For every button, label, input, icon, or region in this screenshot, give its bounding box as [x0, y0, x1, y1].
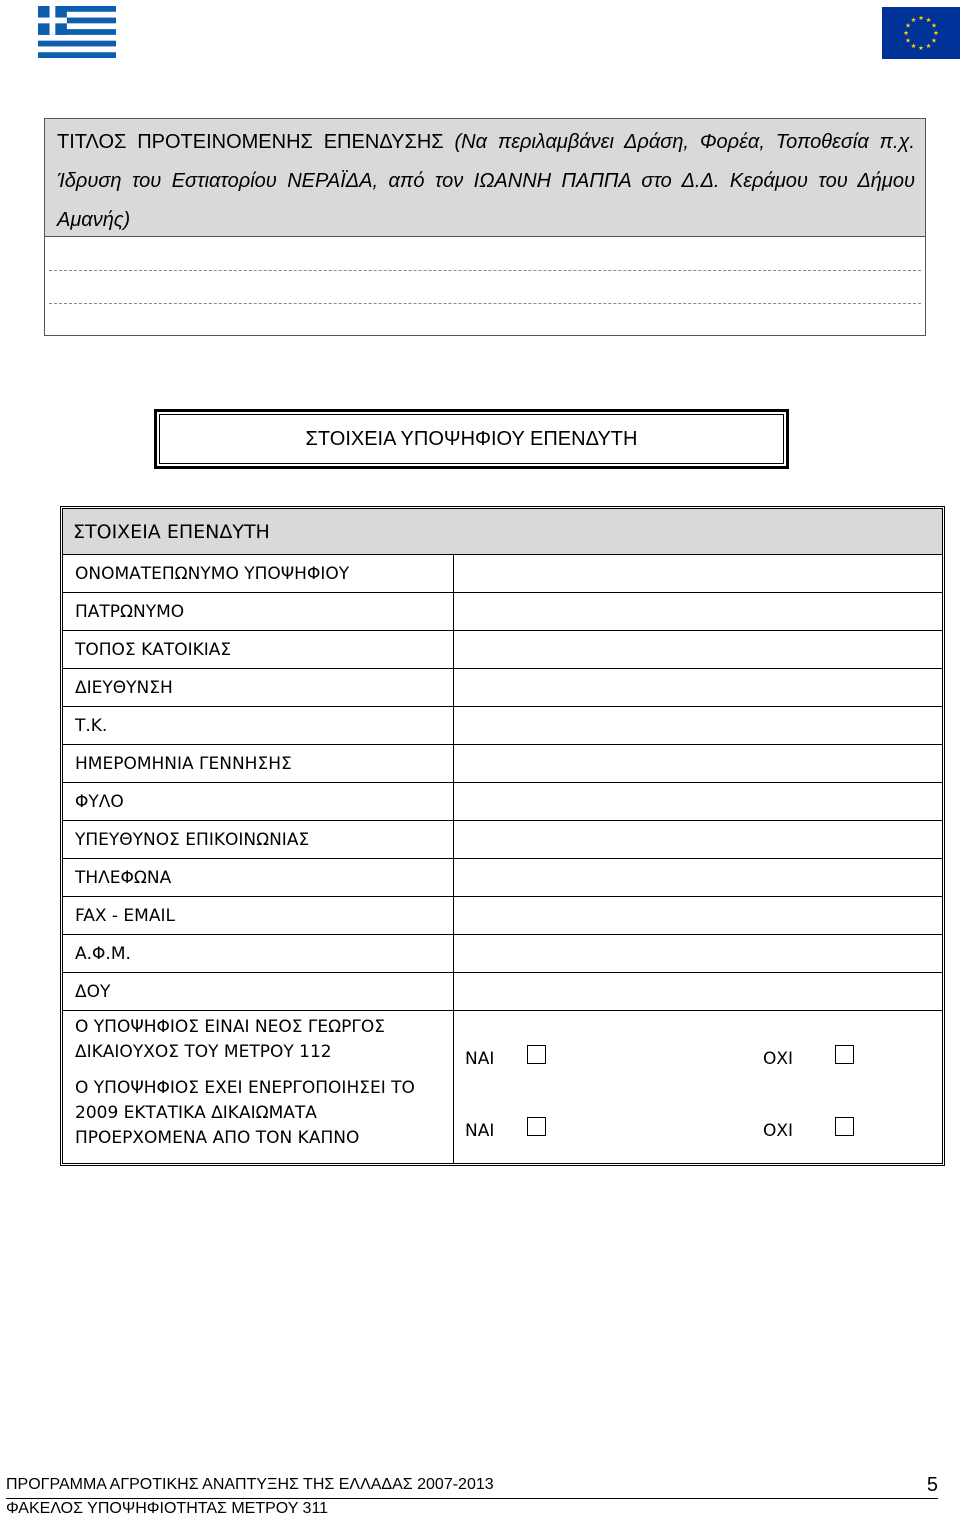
field-label: Τ.Κ.: [63, 707, 454, 744]
field-value[interactable]: [454, 935, 942, 972]
form-heading-text: ΣΤΟΙΧΕΙΑ ΕΠΕΝΔΥΤΗ: [73, 520, 270, 543]
field-label: ΗΜΕΡΟΜΗΝΙΑ ΓΕΝΝΗΣΗΣ: [63, 745, 454, 782]
field-value[interactable]: [454, 821, 942, 858]
field-value[interactable]: [454, 669, 942, 706]
field-label: Α.Φ.Μ.: [63, 935, 454, 972]
yes-checkbox[interactable]: [527, 1117, 546, 1136]
form-row: [63, 631, 942, 669]
field-label: ΟΝΟΜΑΤΕΠΩΝΥΜΟ ΥΠΟΨΗΦΙΟΥ: [63, 555, 454, 592]
form-row: [63, 821, 942, 859]
field-value[interactable]: [454, 593, 942, 630]
no-label: ΟΧΙ: [763, 1121, 794, 1141]
questions-options: [454, 1011, 942, 1163]
field-label: ΤΗΛΕΦΩΝΑ: [63, 859, 454, 896]
investment-title-prefix: ΤΙΤΛΟΣ ΠΡΟΤΕΙΝΟΜΕΝΗΣ ΕΠΕΝΔΥΣΗΣ: [57, 131, 455, 153]
form-row: [63, 555, 942, 593]
section-heading-text: ΣΤΟΙΧΕΙΑ ΥΠΟΨΗΦΙΟΥ ΕΠΕΝΔΥΤΗ: [305, 427, 638, 450]
question-text: Ο ΥΠΟΨΗΦΙΟΣ ΕΙΝΑΙ ΝΕΟΣ ΓΕΩΡΓΟΣ ΔΙΚΑΙΟΥΧΟΣ ΤΟΥ ΜΕΤΡΟΥ 112: [75, 1017, 385, 1062]
investment-title-box: [44, 118, 926, 336]
field-label: ΔΙΕΥΘΥΝΣΗ: [63, 669, 454, 706]
questions-labels: [63, 1011, 454, 1163]
page-number: 5: [926, 1474, 938, 1496]
field-value[interactable]: [454, 707, 942, 744]
field-value[interactable]: [454, 897, 942, 934]
greek-flag-icon: [38, 6, 116, 58]
yes-checkbox[interactable]: [527, 1045, 546, 1064]
yes-label: ΝΑΙ: [465, 1121, 495, 1141]
form-row: [63, 897, 942, 935]
field-label: FAX - EMAIL: [63, 897, 454, 934]
footer-program: ΠΡΟΓΡΑΜΜΑ ΑΓΡΟΤΙΚΗΣ ΑΝΑΠΤΥΞΗΣ ΤΗΣ ΕΛΛΑΔΑΣ 2007-2013: [6, 1476, 494, 1493]
no-label: ΟΧΙ: [763, 1049, 794, 1069]
field-label: ΥΠΕΥΘΥΝΟΣ ΕΠΙΚΟΙΝΩΝΙΑΣ: [63, 821, 454, 858]
form-row: [63, 593, 942, 631]
field-value[interactable]: [454, 555, 942, 592]
question-text: Ο ΥΠΟΨΗΦΙΟΣ ΕΧΕΙ ΕΝΕΡΓΟΠΟΙΗΣΕΙ ΤΟ 2009 ΕΚΤΑΤΙΚΑ ΔΙΚΑΙΩΜΑΤΑ ΠΡΟΕΡΧΟΜΕΝΑ ΑΠΟ ΤΟΝ ΚΑΠΝΟ: [75, 1078, 415, 1148]
field-label: ΦΥΛΟ: [63, 783, 454, 820]
form-row: [63, 669, 942, 707]
form-heading: [63, 509, 942, 555]
form-row: [63, 935, 942, 973]
field-label: ΤΟΠΟΣ ΚΑΤΟΙΚΙΑΣ: [63, 631, 454, 668]
field-label: ΠΑΤΡΩΝΥΜΟ: [63, 593, 454, 630]
form-row: [63, 783, 942, 821]
yes-label: ΝΑΙ: [465, 1049, 495, 1069]
footer-program-line: [6, 1476, 938, 1499]
footer-folder: ΦΑΚΕΛΟΣ ΥΠΟΨΗΦΙΟΤΗΤΑΣ ΜΕΤΡΟΥ 311: [6, 1500, 329, 1517]
field-value[interactable]: [454, 745, 942, 782]
investor-form: [60, 506, 945, 1166]
no-checkbox[interactable]: [835, 1045, 854, 1064]
no-checkbox[interactable]: [835, 1117, 854, 1136]
field-label: ΔΟΥ: [63, 973, 454, 1010]
field-value[interactable]: [454, 631, 942, 668]
field-value[interactable]: [454, 859, 942, 896]
page-footer: [6, 1476, 938, 1518]
form-row: [63, 973, 942, 1011]
investment-title-heading: [45, 119, 925, 237]
answer-line[interactable]: [49, 270, 921, 271]
eu-flag-icon: [882, 7, 960, 59]
questions-block: [63, 1011, 942, 1163]
field-value[interactable]: [454, 783, 942, 820]
investment-title-hint: (Να περιλαμβάνει Δράση, Φορέα, Τοποθεσία π.χ. Ίδρυση του Εστιατορίου ΝΕΡΑΪΔΑ, από τον ΙΩΑΝΝΗ ΠΑΠΠΑ στο Δ.Δ. Κεράμου του Δήμου Αμανής): [57, 131, 915, 231]
form-row: [63, 859, 942, 897]
section-heading: [154, 409, 789, 469]
field-value[interactable]: [454, 973, 942, 1010]
form-row: [63, 745, 942, 783]
answer-line[interactable]: [49, 303, 921, 304]
form-row: [63, 707, 942, 745]
